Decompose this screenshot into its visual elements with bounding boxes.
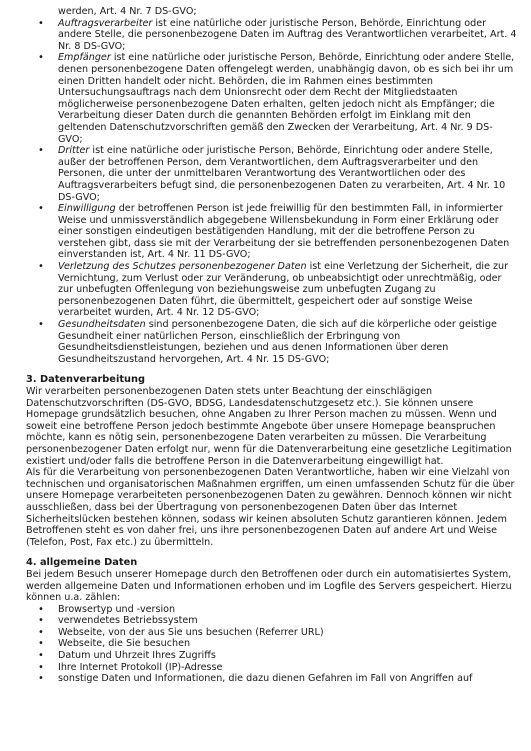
definition-text: ist eine natürliche oder juristische Person, Behörde, Einrichtung oder andere Stelle, denen personenbezogene Daten offengelegt werden, unabhängig davon, ob es sich bei ihr um einen Dritten handelt oder nicht. Behörden, die im Rahmen eines bestimmten Untersuchungsauftrags nach dem Unionsrecht oder dem Recht der Mitgliedstaaten möglicherweise personenbezogene Daten erhalten, gelten jedoch nicht als Empfänger; die Verarbeitung dieser Daten durch die genannten Behörden erfolgt im Einklang mit den geltenden Datenschutzvorschriften gemäß den Zwecken der Verarbeitung, Art. 4 Nr. 9 DS-GVO; (58, 52, 515, 145)
definition-text: sind personenbezogene Daten, die sich auf die körperliche oder geistige Gesundheit einer natürlichen Person, einschließlich der Erbringung von Gesundheitsdienstleistungen, beziehen und aus denen Informationen über deren Gesundheitszustand hervorgehen, Art. 4 Nr. 15 DS-GVO; (58, 319, 497, 365)
list-item: • Datum und Uhrzeit Ihres Zugriffs (26, 650, 517, 662)
definition-term: Verletzung des Schutzes personenbezogener Daten (58, 261, 307, 273)
definition-text: ist eine Verletzung der Sicherheit, die zur Vernichtung, zum Verlust oder zur Veränderung, ob unbeabsichtigt oder unrechtmäßig, oder zur unbefugten Offenlegung von beziehungsweise zum unbefugten Zugang zu personenbezogenen Daten führt, die übermittelt, gespeichert oder auf sonstige Weise verarbeitet wurden, Art. 4 Nr. 12 DS-GVO; (58, 261, 509, 319)
definition-text: ist eine natürliche oder juristische Person, Behörde, Einrichtung oder andere Stelle, außer der betroffenen Person, dem Verantwortlichen, dem Auftragsverarbeiter und den Personen, die unter der unmittelbaren Verantwortung des Verantwortlichen oder des Auftragsverarbeiters befugt sind, die personenbezogenen Daten zu verarbeiten, Art. 4 Nr. 10 DS-GVO; (58, 145, 506, 203)
list-item: • Webseite, die Sie besuchen (26, 638, 517, 650)
definition-item (26, 145, 517, 203)
definition-text: ist eine natürliche oder juristische Person, Behörde, Einrichtung oder andere Stelle, die personenbezogene Daten im Auftrag des Verantwortlichen verarbeitet, Art. 4 Nr. 8 DS-GVO; (58, 17, 517, 52)
data-list (26, 604, 517, 685)
definition-continuation: werden, Art. 4 Nr. 7 DS-GVO; (58, 6, 197, 17)
list-item: • Webseite, von der aus Sie uns besuchen (Referrer URL) (26, 627, 517, 639)
definition-list (26, 18, 517, 366)
paragraph: Wir verarbeiten personenbezogenen Daten stets unter Beachtung der einschlägigen Datenschutzvorschriften (DS-GVO, BDSG, Landesdatenschutzgesetz etc.). Sie können unsere Homepage grundsätzlich besuchen, ohne Angaben zu Ihrer Person machen zu müssen. Wenn und soweit eine betroffene Person jedoch bestimmte Angebote über unsere Homepage beanspruchen möchte, kann es nötig sein, personenbezogene Daten verarbeiten zu müssen. Die Verarbeitung personenbezogener Daten erfolgt nur, wenn für die Datenverarbeitung eine gesetzliche Legitimation existiert und/oder falls die betroffene Person in die Datenverarbeitung eingewilligt hat. (26, 386, 512, 467)
definition-term: Gesundheitsdaten (58, 319, 146, 331)
list-item: • Ihre Internet Protokoll (IP)-Adresse (26, 662, 517, 674)
list-item: • Browsertyp und -version (26, 604, 517, 616)
definition-item (26, 319, 517, 365)
definition-item (26, 203, 517, 261)
definition-term: Auftragsverarbeiter (58, 17, 153, 29)
definition-term: Empfänger (58, 52, 111, 64)
definition-term: Einwilligung (58, 203, 116, 215)
list-item: • sonstige Daten und Informationen, die dazu dienen Gefahren im Fall von Angriffen auf (26, 673, 517, 685)
definition-item (26, 18, 517, 53)
definition-item (26, 261, 517, 319)
section-heading-datenverarbeitung: 3. Datenverarbeitung (26, 374, 145, 386)
definition-term: Dritter (58, 145, 90, 157)
paragraph: Als für die Verarbeitung von personenbezogenen Daten Verantwortliche, haben wir eine Vielzahl von technischen und organisatorischen Maßnahmen ergriffen, um einen umfassenden Schutz für die über unsere Homepage verarbeiteten personenbezogenen Daten zu gewähren. Dennoch können wir nicht ausschließen, dass bei der Übertragung von personenbezogenen Daten über das Internet Sicherheitslücken bestehen können, sodass wir keinen absoluten Schutz garantieren können. Jedem Betroffenen steht es von daher frei, uns ihre personenbezogenen Daten auf andere Art und Weise (Telefon, Post, Fax etc.) zu übermitteln. (26, 467, 515, 548)
list-item: • verwendetes Betriebssystem (26, 615, 517, 627)
section-heading-allgemeine-daten: 4. allgemeine Daten (26, 557, 138, 569)
definition-item (26, 52, 517, 145)
definition-text: der betroffenen Person ist jede freiwillig für den bestimmten Fall, in informierter Weise und unmissverständlich abgegebene Willensbekundung in Form einer Erklärung oder einer sonstigen eindeutigen bestätigenden Handlung, mit der die betroffene Person zu verstehen gibt, dass sie mit der Verarbeitung der sie betreffenden personenbezogenen Daten einverstanden ist, Art. 4 Nr. 11 DS-GVO; (58, 203, 510, 261)
paragraph: Bei jedem Besuch unserer Homepage durch den Betroffenen oder durch ein automatisiertes System, werden allgemeine Daten und Informationen erhoben und im Logfile des Servers gespeichert. Hierzu können u.a. zählen: (26, 568, 512, 604)
